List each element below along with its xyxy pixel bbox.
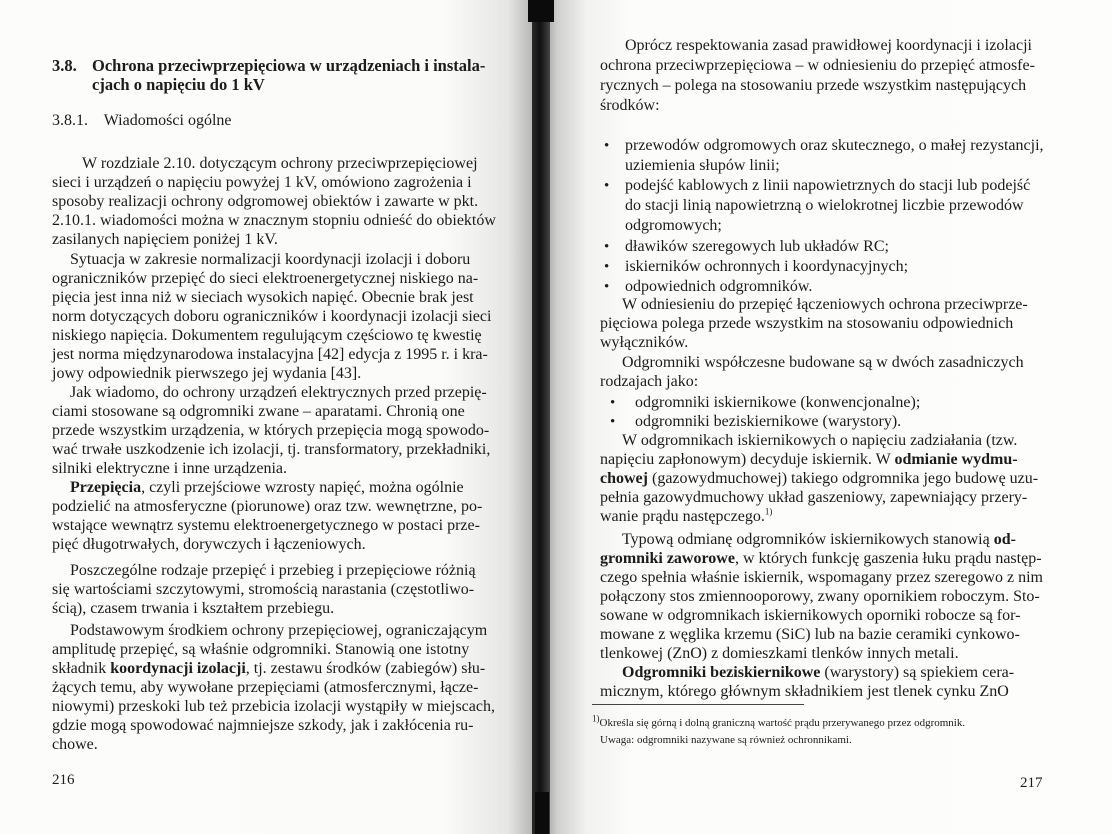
text-line: Jak wiadomo, do ochrony urządzeń elektrycznych przed przepię- xyxy=(70,384,487,401)
text-line: niskiego napięcia. Dokumentem regulującym częściowo tę kwestię xyxy=(52,327,482,344)
text-line: ciami stosowane są odgromniki zwane – aparatami. Chronią one xyxy=(52,403,465,420)
text-line xyxy=(600,450,1018,470)
text-run: wanie prądu następczego. xyxy=(600,508,765,525)
footnote-reference: 1) xyxy=(764,506,773,517)
text-line: pięć długotrwałych, dorywczych i łączeniowych. xyxy=(52,536,366,553)
text-line: norm dotyczących doboru ograniczników i koordynacji izolacji sieci xyxy=(52,308,492,325)
text-line: amplitudę przepięć, są właśnie odgromniki. Stanowią one istotny xyxy=(52,641,470,658)
bold-term: odmianie wydmu- xyxy=(894,451,1018,468)
text-line: Odgromniki współczesne budowane są w dwóch zasadniczych xyxy=(622,354,1024,371)
text-line: 2.10.1. wiadomości można w znacznym stopniu odnieść do obiektów xyxy=(52,212,496,229)
bold-term: Odgromniki beziskiernikowe xyxy=(622,664,821,681)
text-line: sieci i urządzeń o napięciu powyżej 1 kV, omówiono zagrożenia i xyxy=(52,174,472,191)
text-run: (warystory) są spiekiem cera- xyxy=(820,664,1015,681)
footnote-divider xyxy=(592,704,804,705)
text-line: mowane z węglika krzemu (SiC) lub na bazie ceramiki cynkowo- xyxy=(600,626,1020,643)
text-line: Oprócz respektowania zasad prawidłowej koordynacji i izolacji xyxy=(625,37,1032,54)
text-run: , w których funkcję gaszenia łuku prądu następ- xyxy=(734,550,1042,567)
text-line: sposoby realizacji ochrony odgromowej obiektów i zawarte w pkt. xyxy=(52,193,479,210)
book-spine xyxy=(532,0,550,834)
text-line: rycznych – polega na stosowaniu przede wszystkim następujących xyxy=(600,77,1027,94)
text-line: czego spełnia właśnie iskiernik, wspomagany przez szeregowo z nim xyxy=(600,569,1043,586)
text-line: wyłączników. xyxy=(600,334,689,351)
section-title-line-1: Ochrona przeciwprzepięciowa w urządzeniach i instala- xyxy=(92,56,486,75)
subsection-heading: 3.8.1. Wiadomości ogólne xyxy=(52,112,232,129)
list-item: odpowiednich odgromników. xyxy=(625,278,813,295)
text-line xyxy=(70,478,464,498)
section-title-line-2: cjach o napięciu do 1 kV xyxy=(92,75,265,94)
footnote-note: Uwaga: odgromniki nazywane są również ochronnikami. xyxy=(600,734,852,746)
bullet-icon: • xyxy=(604,239,610,255)
footnote-marker: 1) xyxy=(592,713,600,724)
bullet-icon: • xyxy=(604,259,610,275)
text-line: chowe. xyxy=(52,736,98,753)
text-line: micznym, którego głównym składnikiem jest tlenek cynku ZnO xyxy=(600,683,1009,700)
footnote-text: Określa się górną i dolną graniczną wartość prądu przerywanego przez odgromnik. xyxy=(599,717,966,729)
left-page xyxy=(0,0,540,834)
text-line: środków: xyxy=(600,97,660,114)
section-number: 3.8. xyxy=(52,56,77,75)
text-line: wstające wewnątrz systemu elektroenergetycznego w postaci prze- xyxy=(52,517,480,534)
text-line: wać trwałe uszkodzenie ich izolacji, tj. transformatory, przekładniki, xyxy=(52,441,491,458)
list-item: dławików szeregowych lub układów RC; xyxy=(625,238,889,255)
bullet-icon: • xyxy=(604,178,610,194)
list-item: odgromowych; xyxy=(625,217,722,234)
text-line xyxy=(622,663,1014,683)
list-item: uziemienia słupów linii; xyxy=(625,157,780,174)
footnote xyxy=(592,713,966,730)
text-line: tlenkowej (ZnO) z domieszkami tlenków innych metali. xyxy=(600,645,959,662)
spine-shadow-top xyxy=(528,0,554,22)
text-line: pięcia jest inna niż w sieciach wysokich napięć. Obecnie brak jest xyxy=(52,289,474,306)
text-line: ścią), czasem trwania i kształtem przebiegu. xyxy=(52,600,335,617)
bullet-icon: • xyxy=(604,138,610,154)
text-run: , tj. zestawu środków (zabiegów) słu- xyxy=(245,660,486,677)
bullet-icon: • xyxy=(610,414,616,430)
text-line: sowane w odgromnikach iskiernikowych oporniki robocze są for- xyxy=(600,607,1021,624)
text-line xyxy=(600,549,1042,569)
text-line: jest norma międzynarodowa instalacyjna [42] edycja z 1995 r. i kra- xyxy=(52,346,488,363)
bold-term: koordynacji izolacji xyxy=(110,660,246,677)
text-line: rodzajach jako: xyxy=(600,373,699,390)
text-line: ograniczników przepięć do sieci elektroenergetycznej niskiego na- xyxy=(52,270,479,287)
text-line: gdzie mogą spowodować najmniejsze szkody, jak i zakłócenia ru- xyxy=(52,717,474,734)
list-item: odgromniki iskiernikowe (konwencjonalne); xyxy=(635,394,921,411)
text-line: przede wszystkim urządzenia, w których przepięcia mogą spowodo- xyxy=(52,422,490,439)
text-line: W odniesieniu do przepięć łączeniowych ochrona przeciwprze- xyxy=(622,296,1028,313)
bullet-icon: • xyxy=(610,395,616,411)
text-line: Sytuacja w zakresie normalizacji koordynacji izolacji i doboru xyxy=(70,251,471,268)
text-line: niowymi) przeskoki lub też przebicia izolacji wystąpiły w miejscach, xyxy=(52,698,495,715)
text-run: składnik xyxy=(52,660,111,677)
bold-term: Przepięcia xyxy=(70,479,142,496)
bold-term: chowej xyxy=(600,470,648,487)
list-item: odgromniki beziskiernikowe (warystory). xyxy=(635,413,902,430)
bullet-icon: • xyxy=(604,279,610,295)
text-line xyxy=(600,469,1038,489)
list-item: do stacji linią napowietrzną o wielokrotnej liczbie przewodów xyxy=(625,197,1024,214)
text-line: połączony stos zmiennooporowy, zwany opornikiem roboczym. Sto- xyxy=(600,588,1040,605)
text-run: , czyli przejściowe wzrosty napięć, można ogólnie xyxy=(141,479,464,496)
text-line: podzielić na atmosferyczne (piorunowe) oraz tzw. wewnętrzne, po- xyxy=(52,498,483,515)
list-item: przewodów odgromowych oraz skutecznego, o małej rezystancji, xyxy=(625,137,1044,154)
text-line xyxy=(600,507,772,527)
page-number-right: 217 xyxy=(1020,775,1043,791)
text-line: silniki elektryczne i inne urządzenia. xyxy=(52,460,288,477)
text-run: (gazowydmuchowej) takiego odgromnika jego budowę uzu- xyxy=(647,470,1039,487)
list-item: podejść kablowych z linii napowietrznych do stacji lub podejść xyxy=(625,177,1031,194)
text-line: Poszczególne rodzaje przepięć i przebieg i przepięciowe różnią xyxy=(70,562,476,579)
bold-term: od- xyxy=(993,531,1016,548)
page-number-left: 216 xyxy=(52,772,75,788)
text-line: pełnia gazowydmuchowy układ gaszeniowy, zapewniający przery- xyxy=(600,489,1028,506)
text-run: Typową odmianę odgromników iskiernikowych stanowią xyxy=(622,531,994,548)
text-line: W rozdziale 2.10. dotyczącym ochrony przeciwprzepięciowej xyxy=(82,155,478,172)
text-line: jowy odpowiednik pierwszego jej wydania [43]. xyxy=(52,365,362,382)
text-line xyxy=(52,659,485,679)
list-item: iskierników ochronnych i koordynacyjnych; xyxy=(625,258,909,275)
text-line: pięciowa polega przede wszystkim na stosowaniu odpowiednich xyxy=(600,315,1014,332)
text-line: zasilanych napięciem poniżej 1 kV. xyxy=(52,231,278,248)
text-line: się wartościami szczytowymi, stromością narastania (częstotliwo- xyxy=(52,581,475,598)
spine-shadow-bottom xyxy=(535,792,549,834)
bold-term: gromniki zaworowe xyxy=(600,550,735,567)
text-line: żących temu, aby wywołane przepięciami (atmosfercznymi, łącze- xyxy=(52,679,479,696)
text-line: ochrona przeciwprzepięciowa – w odniesieniu do przepięć atmosfe- xyxy=(600,57,1035,74)
text-run: napięciu zapłonowym) decyduje iskiernik. W xyxy=(600,451,895,468)
right-page xyxy=(540,0,1112,834)
text-line: W odgromnikach iskiernikowych o napięciu zadziałania (tzw. xyxy=(622,432,1018,449)
text-line: Podstawowym środkiem ochrony przepięciowej, ograniczającym xyxy=(70,622,488,639)
text-line xyxy=(622,530,1016,550)
